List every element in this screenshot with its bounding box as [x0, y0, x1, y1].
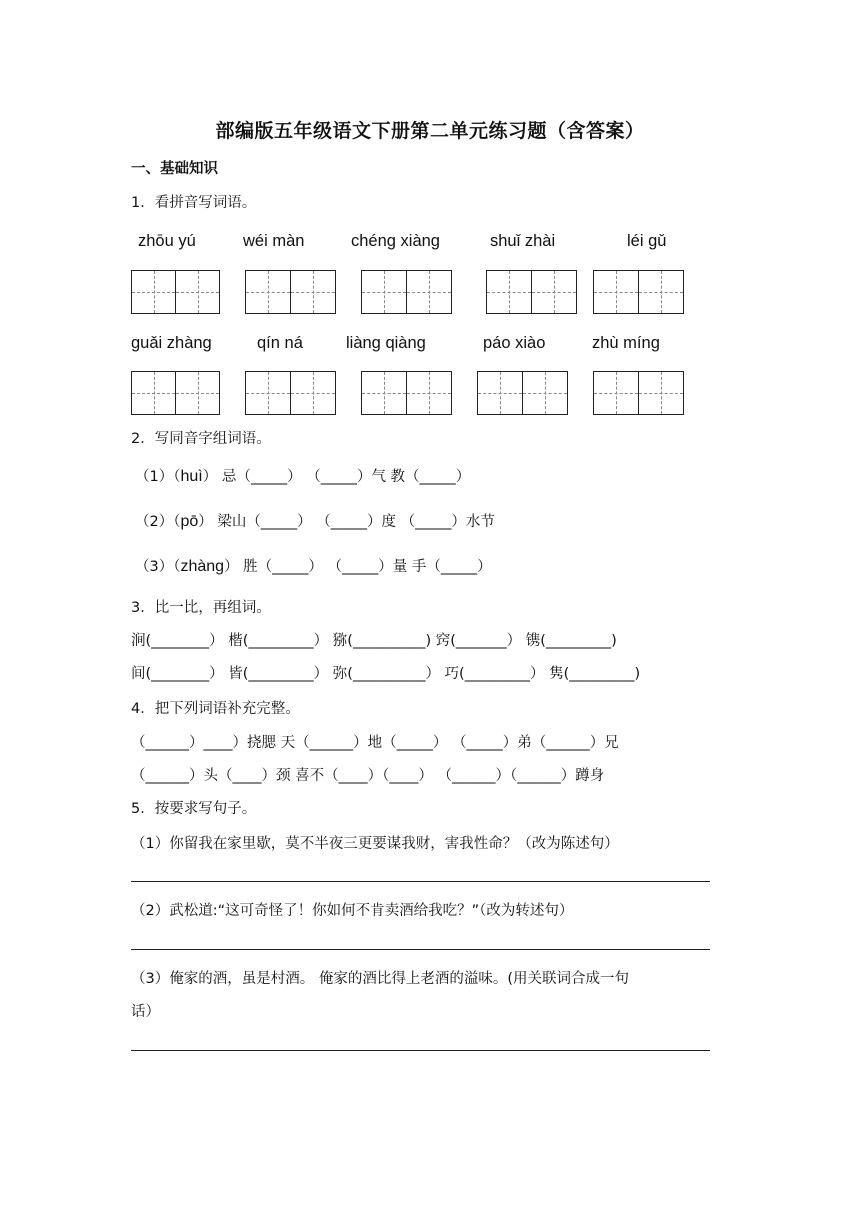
writing-grid[interactable]	[361, 371, 452, 415]
sentence-prompt: （2）武松道:“这可奇怪了！你如何不肯卖酒给我吃？”（改为转述句）	[131, 903, 574, 919]
pinyin-label: guǎi zhàng	[131, 334, 212, 352]
writing-grid[interactable]	[593, 371, 684, 415]
writing-grid[interactable]	[486, 270, 577, 314]
pinyin-label: wéi màn	[243, 232, 305, 250]
pinyin-label: chéng xiàng	[351, 232, 440, 250]
pinyin-label: zhōu yú	[138, 232, 196, 250]
question-2-label: 2．写同音字组词语。	[131, 431, 271, 447]
pinyin-label: qín ná	[257, 334, 303, 352]
pinyin-label: shuǐ zhài	[490, 232, 556, 250]
pinyin-label: páo xiào	[483, 334, 546, 352]
sentence-prompt: （3）俺家的酒，虽是村酒。 俺家的酒比得上老酒的溢味。(用关联词合成一句	[131, 971, 629, 987]
answer-line[interactable]	[131, 1050, 710, 1051]
question-3-label: 3．比一比，再组词。	[131, 600, 271, 616]
answer-line[interactable]	[131, 881, 710, 882]
answer-line[interactable]	[131, 949, 710, 950]
question-1-label: 1．看拼音写词语。	[131, 195, 257, 211]
writing-grid[interactable]	[361, 270, 452, 314]
writing-grid[interactable]	[131, 371, 220, 415]
compare-row: 涧(________） 楷(_________） 猕(__________) 窍(_______） 镌(_________)	[131, 633, 617, 649]
writing-grid[interactable]	[131, 270, 220, 314]
pinyin-label: liàng qiàng	[346, 334, 426, 352]
pinyin-label: léi gǔ	[627, 232, 667, 250]
question-5-label: 5．按要求写句子。	[131, 801, 257, 817]
sentence-prompt: 话）	[131, 1004, 160, 1020]
writing-grid[interactable]	[245, 371, 336, 415]
pinyin-label: zhù míng	[592, 334, 660, 352]
homophone-row: （1）（huì） 忌（_____） （_____）气 教（_____）	[135, 468, 471, 485]
homophone-row: （3）（zhàng） 胜（_____） （_____）量 手（_____）	[135, 558, 492, 575]
homophone-row: （2）（pō） 梁山（_____） （_____）度 （_____）水节	[135, 513, 495, 530]
idiom-row: （______）____）挠腮 天（______）地（_____） （_____）弟（______）兄	[131, 735, 619, 751]
sentence-prompt: （1）你留我在家里歇，莫不半夜三更要谋我财，害我性命？（改为陈述句）	[131, 836, 619, 852]
writing-grid[interactable]	[477, 371, 568, 415]
page-title: 部编版五年级语文下册第二单元练习题（含答案）	[215, 120, 645, 142]
compare-row: 间(________） 皆(_________） 弥(__________） 巧(_________） 隽(_________)	[131, 666, 641, 682]
idiom-row: （______）头（____）颈 喜不（____）（____） （______）（______）蹲身	[131, 768, 605, 784]
section-heading: 一、基础知识	[131, 161, 218, 177]
writing-grid[interactable]	[593, 270, 684, 314]
question-4-label: 4．把下列词语补充完整。	[131, 701, 300, 717]
writing-grid[interactable]	[245, 270, 336, 314]
